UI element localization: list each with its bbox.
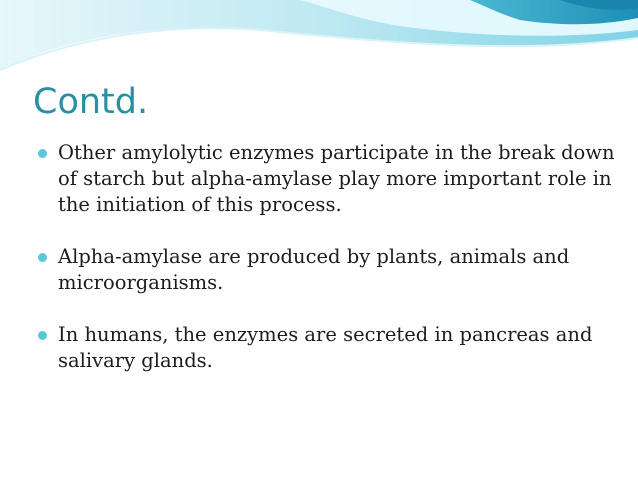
bullet-item xyxy=(38,244,618,296)
bullet-dot-icon xyxy=(38,253,47,262)
bullet-dot-icon xyxy=(38,331,47,340)
slide-title: Contd. xyxy=(33,82,149,122)
bullet-text: Other amylolytic enzymes participate in the break down of starch but alpha-amylase play more important role in the initiation of this process. xyxy=(58,141,615,216)
bullet-item xyxy=(38,140,618,218)
bullet-dot-icon xyxy=(38,149,47,158)
bullet-item xyxy=(38,322,618,374)
header-wave-decoration xyxy=(0,0,638,80)
bullet-list xyxy=(38,140,618,400)
bullet-text: Alpha-amylase are produced by plants, animals and microorganisms. xyxy=(58,245,570,294)
bullet-text: In humans, the enzymes are secreted in pancreas and salivary glands. xyxy=(58,323,593,372)
